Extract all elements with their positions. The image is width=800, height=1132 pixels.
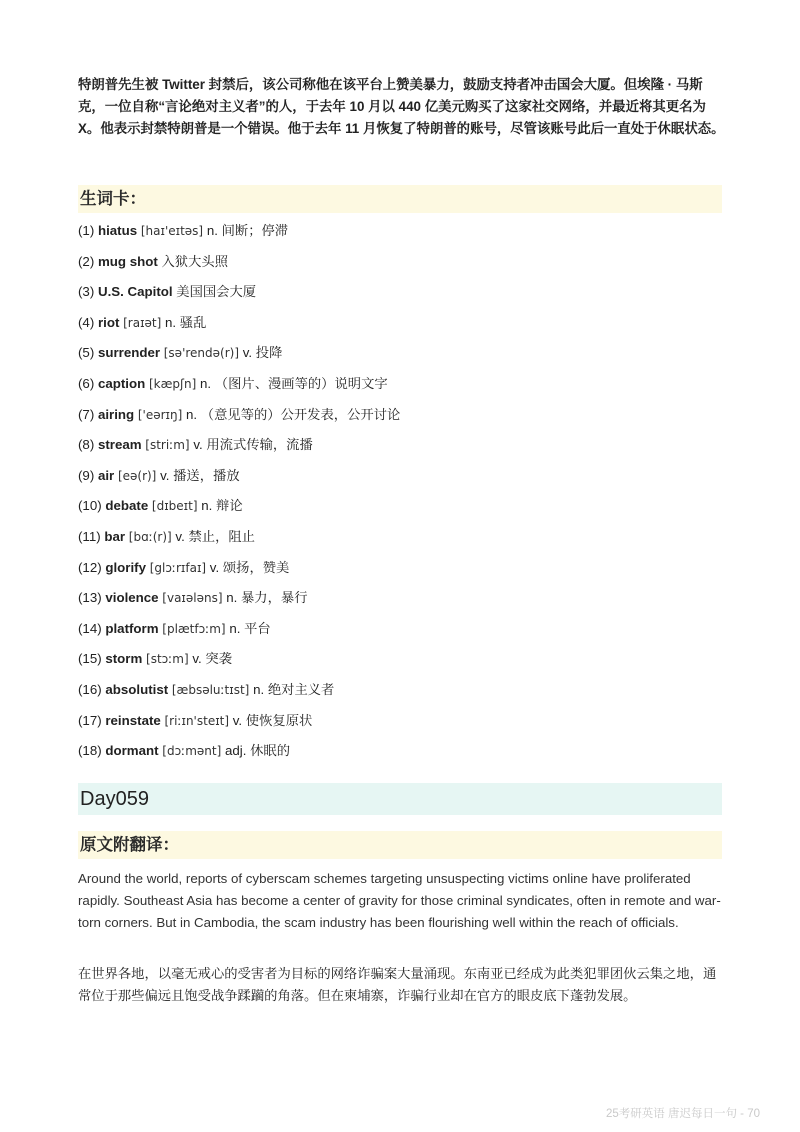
vocab-item <box>78 374 400 405</box>
vocab-number: (16) <box>78 681 102 697</box>
vocab-item <box>78 496 400 527</box>
vocab-definition: v. 播送，播放 <box>160 467 240 483</box>
vocab-word: bar <box>104 528 126 544</box>
vocab-item <box>78 558 400 589</box>
vocab-phonetic: [raɪət] <box>123 315 162 330</box>
vocab-number: (2) <box>78 253 95 269</box>
vocab-word: hiatus <box>97 223 138 238</box>
vocab-number: (3) <box>78 284 95 300</box>
vocab-phonetic: [striːm] <box>145 438 190 453</box>
vocab-word: mug shot <box>97 253 158 269</box>
vocab-definition: n. 绝对主义者 <box>253 681 335 697</box>
vocab-definition: n. 平台 <box>229 620 271 636</box>
vocab-definition: v. 投降 <box>242 345 283 361</box>
vocab-phonetic: [riːɪn'steɪt] <box>164 713 230 728</box>
vocab-item <box>78 435 400 466</box>
vocab-number: (5) <box>78 345 95 361</box>
vocab-number: (9) <box>78 467 95 483</box>
vocab-word: surrender <box>97 345 161 361</box>
vocab-number: (11) <box>78 528 101 544</box>
vocab-item <box>78 282 400 313</box>
intro-paragraph: 特朗普先生被 Twitter 封禁后，该公司称他在该平台上赞美暴力，鼓励支持者冲击国会大厦。但埃隆 · 马斯克，一位自称“言论绝对主义者”的人，于去年 10 月以 440 亿美元购买了这家社交网络，并最近将其更名为 X。他表示封禁特朗普是一个错误。他于去年 11 月恢复了特朗普的账号，尽管该账号此后一直处于休眠状态。 <box>78 77 725 136</box>
english-paragraph: Around the world, reports of cyberscam schemes targeting unsuspecting victims online have proliferated rapidly. Southeast Asia has become a center of gravity for those criminal syndicates, often in remote and war-torn corners. But in Cambodia, the scam industry has been flourishing well within the reach of officials. <box>78 871 721 930</box>
vocab-phonetic: [æbsəluːtɪst] <box>171 682 250 697</box>
translation-heading: 原文附翻译： <box>78 831 722 859</box>
vocab-number: (15) <box>78 651 102 667</box>
vocab-word: violence <box>105 590 159 606</box>
vocab-number: (1) <box>78 223 95 238</box>
vocab-phonetic: [bɑː(r)] <box>128 529 172 544</box>
vocab-word: riot <box>97 314 120 330</box>
vocab-definition: v. 用流式传输，流播 <box>193 437 313 453</box>
vocab-number: (12) <box>78 559 102 575</box>
page-footer: 25考研英语 唐迟每日一句 - 70 <box>606 1108 760 1120</box>
vocab-word: air <box>97 467 115 483</box>
vocab-word: dormant <box>105 743 159 759</box>
vocab-number: (8) <box>78 437 95 453</box>
vocab-item <box>78 741 400 772</box>
vocab-phonetic: [haɪ'eɪtəs] <box>140 224 204 238</box>
vocab-word: reinstate <box>105 712 161 728</box>
vocab-word: platform <box>105 620 159 636</box>
vocab-item <box>78 405 400 436</box>
vocab-word: debate <box>105 498 149 514</box>
vocab-definition: v. 禁止，阻止 <box>175 528 255 544</box>
vocab-list <box>78 221 400 772</box>
vocab-word: U.S. Capitol <box>97 284 173 300</box>
vocab-item <box>78 221 400 252</box>
vocab-definition: n. 暴力，暴行 <box>226 590 308 606</box>
vocab-definition: n. 辩论 <box>201 498 243 514</box>
vocab-phonetic: [dɪbeɪt] <box>151 499 198 514</box>
chinese-paragraph: 在世界各地，以毫无戒心的受害者为目标的网络诈骗案大量涌现。东南亚已经成为此类犯罪团伙云集之地，通常位于那些偏远且饱受战争蹂躏的角落。但在柬埔寨，诈骗行业却在官方的眼皮底下蓬勃发展。 <box>78 966 717 1003</box>
vocab-number: (13) <box>78 590 102 606</box>
vocab-item <box>78 680 400 711</box>
vocab-number: (4) <box>78 314 95 330</box>
vocab-item <box>78 711 400 742</box>
vocab-word: absolutist <box>105 681 169 697</box>
vocab-definition: 入狱大头照 <box>161 253 228 269</box>
vocab-phonetic: [eə(r)] <box>117 468 157 483</box>
vocab-phonetic: [plætfɔːm] <box>162 621 226 636</box>
vocab-item <box>78 252 400 283</box>
vocab-number: (18) <box>78 743 102 759</box>
vocab-number: (14) <box>78 620 102 636</box>
vocab-definition: n. （意见等的）公开发表，公开讨论 <box>186 406 401 422</box>
vocab-number: (6) <box>78 375 95 391</box>
day-title: Day059 <box>78 783 722 815</box>
vocab-word: storm <box>105 651 143 667</box>
vocab-phonetic: [stɔːm] <box>146 652 189 667</box>
vocab-phonetic: [kæpʃn] <box>148 376 197 391</box>
vocab-definition: v. 颂扬，赞美 <box>209 559 290 575</box>
vocab-definition: n. （图片、漫画等的）说明文字 <box>200 375 388 391</box>
vocab-number: (17) <box>78 712 102 728</box>
vocab-definition: n. 骚乱 <box>165 314 207 330</box>
vocab-item <box>78 619 400 650</box>
vocab-definition: n. 间断；停滞 <box>206 223 289 238</box>
vocab-item <box>78 588 400 619</box>
vocab-definition: v. 突袭 <box>192 651 233 667</box>
vocab-item <box>78 313 400 344</box>
vocab-phonetic: [dɔːmənt] <box>162 744 222 759</box>
vocab-word: caption <box>97 375 146 391</box>
vocab-phonetic: [glɔːrɪfaɪ] <box>149 560 207 575</box>
vocab-definition: 美国国会大厦 <box>176 284 257 300</box>
vocab-number: (10) <box>78 498 102 514</box>
vocab-definition: v. 使恢复原状 <box>232 712 313 728</box>
vocab-item <box>78 343 400 374</box>
vocab-heading: 生词卡： <box>78 185 722 213</box>
vocab-definition: adj. 休眠的 <box>224 743 290 759</box>
vocab-word: stream <box>97 437 142 453</box>
vocab-word: airing <box>97 406 135 422</box>
vocab-item <box>78 527 400 558</box>
vocab-item <box>78 466 400 497</box>
vocab-phonetic: [vaɪələns] <box>162 591 223 606</box>
vocab-phonetic: [sə'rendə(r)] <box>163 346 240 361</box>
vocab-word: glorify <box>105 559 146 575</box>
vocab-number: (7) <box>78 406 95 422</box>
vocab-item <box>78 649 400 680</box>
vocab-phonetic: ['eərɪŋ] <box>137 407 183 422</box>
